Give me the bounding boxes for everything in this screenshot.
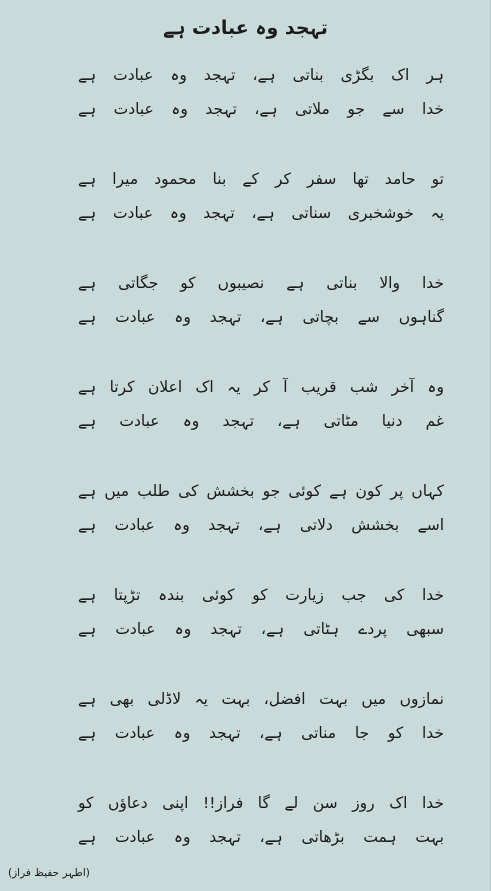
stanza-2-line-1: تو حامد تھا سفر کر کے بنا محمود میرا ہے	[78, 170, 444, 188]
stanza-3-line-1: خدا والا بناتی ہے نصیبوں کو جگاتی ہے	[78, 274, 444, 292]
poem-title: تہجد وہ عبادت ہے	[163, 17, 328, 39]
stanza-4-line-2: غم دنیا مٹاتی ہے، تہجد وہ عبادت ہے	[78, 412, 444, 430]
stanza-2-line-2: یہ خوشخبری سناتی ہے، تہجد وہ عبادت ہے	[78, 204, 444, 222]
poem-body	[78, 58, 444, 890]
stanza-3-line-2: گناہوں سے بچاتی ہے، تہجد وہ عبادت ہے	[78, 308, 444, 326]
stanza-3	[78, 266, 444, 370]
stanza-8	[78, 786, 444, 890]
stanza-8-line-2: بہت ہمت بڑھاتی ہے، تہجد وہ عبادت ہے	[78, 828, 444, 846]
stanza-5-line-1: کہاں پر کون ہے کوئی جو بخشش کی طلب میں ہے	[78, 482, 444, 500]
stanza-1	[78, 58, 444, 162]
stanza-8-line-1: خدا اک روز سن لے گا فراز!! اپنی دعاؤں کو	[78, 794, 444, 812]
stanza-5-line-2: اسے بخشش دلاتی ہے، تہجد وہ عبادت ہے	[78, 516, 444, 534]
stanza-1-line-2: خدا سے جو ملاتی ہے، تہجد وہ عبادت ہے	[78, 100, 444, 118]
stanza-7-line-1: نمازوں میں بہت افضل، بہت یہ لاڈلی بھی ہے	[78, 690, 444, 708]
stanza-5	[78, 474, 444, 578]
stanza-2	[78, 162, 444, 266]
stanza-6-line-2: سبھی پردے ہٹاتی ہے، تہجد وہ عبادت ہے	[78, 620, 444, 638]
stanza-6	[78, 578, 444, 682]
stanza-1-line-1: ہر اک بگڑی بناتی ہے، تہجد وہ عبادت ہے	[78, 66, 444, 84]
stanza-7	[78, 682, 444, 786]
stanza-7-line-2: خدا کو جا مناتی ہے، تہجد وہ عبادت ہے	[78, 724, 444, 742]
stanza-4	[78, 370, 444, 474]
stanza-6-line-1: خدا کی جب زیارت کو کوئی بندہ تڑپتا ہے	[78, 586, 444, 604]
poet-name: (اطہر حفیظ فراز)	[8, 867, 90, 879]
stanza-4-line-1: وہ آخر شب قریب آ کر یہ اک اعلان کرتا ہے	[78, 378, 444, 396]
